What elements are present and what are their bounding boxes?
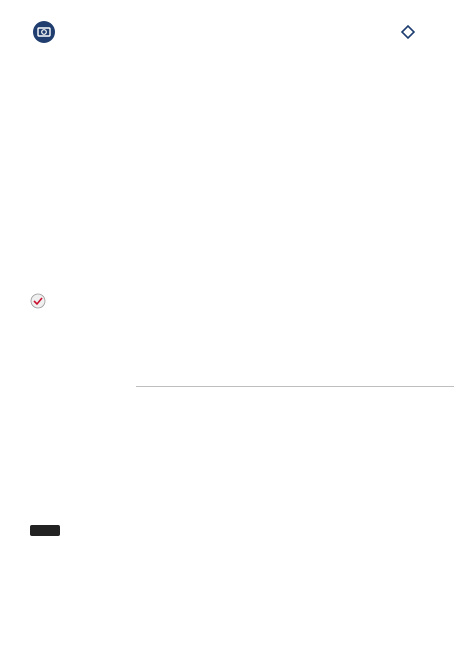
mdpi-diamond-icon [402, 26, 414, 38]
mdpi-logo [400, 24, 440, 40]
check-for-updates-icon[interactable] [30, 293, 46, 309]
journal-logo-icon [32, 20, 56, 44]
cc-license-icon[interactable] [30, 525, 60, 536]
section-divider [136, 386, 454, 387]
